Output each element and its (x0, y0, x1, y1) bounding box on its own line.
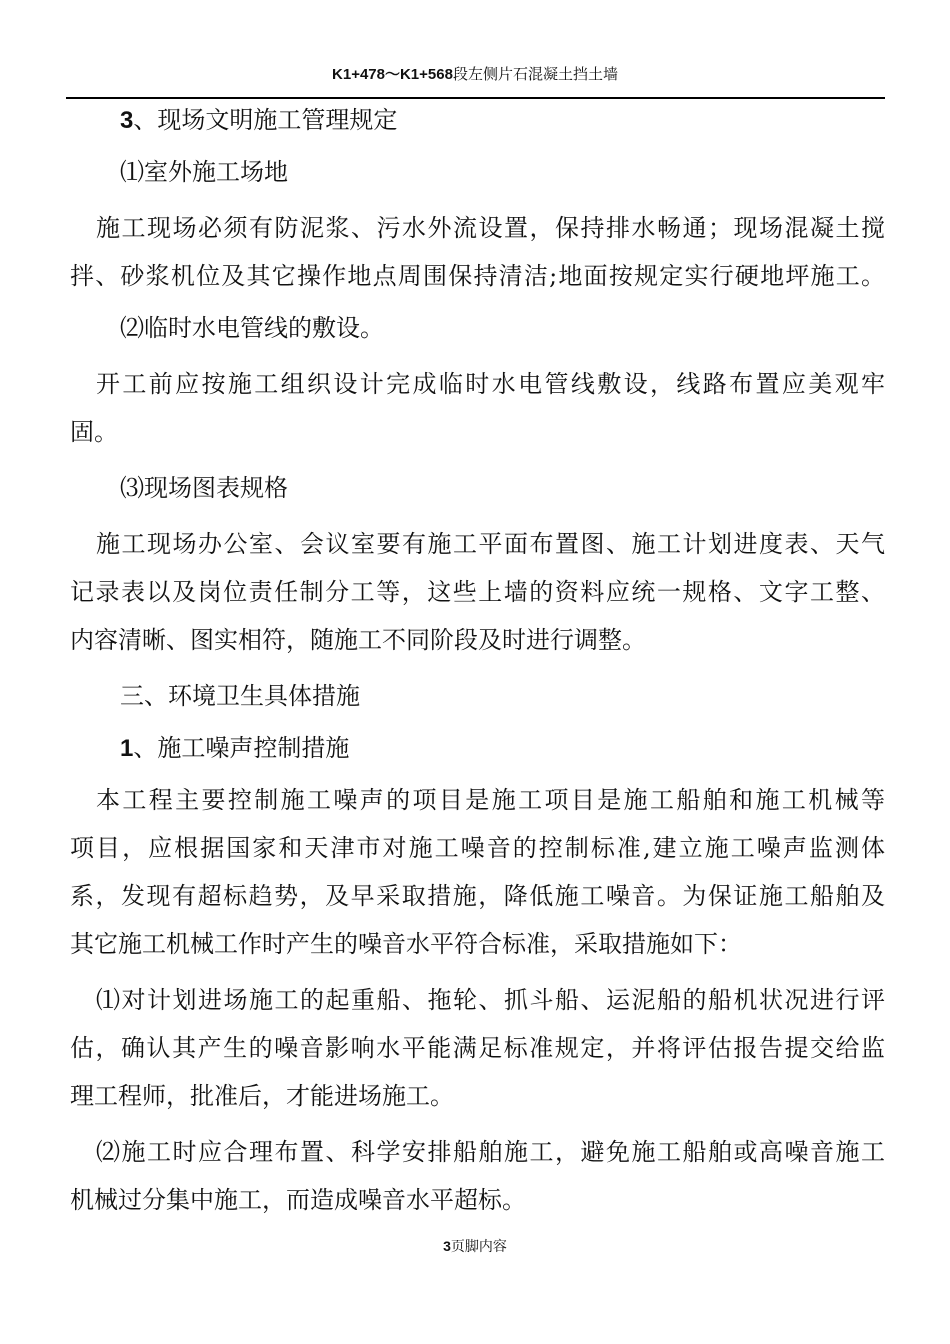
paragraph-line: 拌、砂浆机位及其它操作地点周围保持清洁;地面按规定实行硬地坪施工。 (70, 262, 885, 290)
paragraph-line: 记录表以及岗位责任制分工等，这些上墙的资料应统一规格、文字工整、 (70, 578, 885, 606)
subheading-temporary-utilities: ⑵临时水电管线的敷设。 (120, 314, 384, 342)
paragraph-line: 本工程主要控制施工噪声的项目是施工项目是施工船舶和施工机械等 (96, 786, 885, 814)
section-heading-1 (70, 724, 885, 772)
list-item-line: ⑵施工时应合理布置、科学安排船舶施工，避免施工船舶或高噪音施工 (96, 1138, 885, 1166)
page-number: 3 (443, 1238, 451, 1254)
paragraph-line: 内容清晰、图实相符，随施工不同阶段及时进行调整。 (70, 626, 646, 654)
list-item-line: 理工程师，批准后，才能进场施工。 (70, 1082, 454, 1110)
list-item-line: 估，确认其产生的噪音影响水平能满足标准规定，并将评估报告提交给监 (70, 1034, 885, 1062)
header-code: K1+478～K1+568 (332, 66, 453, 83)
list-item-line: 机械过分集中施工，而造成噪音水平超标。 (70, 1186, 526, 1214)
section-number: 1 (120, 735, 134, 762)
document-body (70, 96, 885, 1224)
part-heading-environment: 三、环境卫生具体措施 (120, 682, 360, 710)
section-title: 、现场文明施工管理规定 (133, 106, 398, 134)
footer-label: 页脚内容 (450, 1239, 507, 1255)
header-title: 段左侧片石混凝土挡土墙 (452, 65, 618, 83)
section-heading-3 (70, 96, 885, 144)
subheading-outdoor-site: ⑴室外施工场地 (120, 158, 288, 186)
paragraph-line: 施工现场办公室、会议室要有施工平面布置图、施工计划进度表、天气 (96, 530, 885, 558)
paragraph-line: 固。 (70, 418, 118, 446)
section-title: 、施工噪声控制措施 (133, 734, 350, 762)
subheading-site-charts: ⑶现场图表规格 (120, 474, 288, 502)
page-footer (0, 1236, 950, 1257)
paragraph-line: 开工前应按施工组织设计完成临时水电管线敷设，线路布置应美观牢 (96, 370, 885, 398)
page-header (0, 64, 950, 85)
paragraph-line: 项目，应根据国家和天津市对施工噪音的控制标准,建立施工噪声监测体 (70, 834, 885, 862)
paragraph-line: 其它施工机械工作时产生的噪音水平符合标准，采取措施如下： (70, 930, 742, 958)
list-item-line: ⑴对计划进场施工的起重船、拖轮、抓斗船、运泥船的船机状况进行评 (96, 986, 885, 1014)
paragraph-line: 施工现场必须有防泥浆、污水外流设置，保持排水畅通；现场混凝土搅 (96, 214, 885, 242)
paragraph-line: 系，发现有超标趋势，及早采取措施，降低施工噪音。为保证施工船舶及 (70, 882, 885, 910)
section-number: 3 (120, 107, 134, 134)
